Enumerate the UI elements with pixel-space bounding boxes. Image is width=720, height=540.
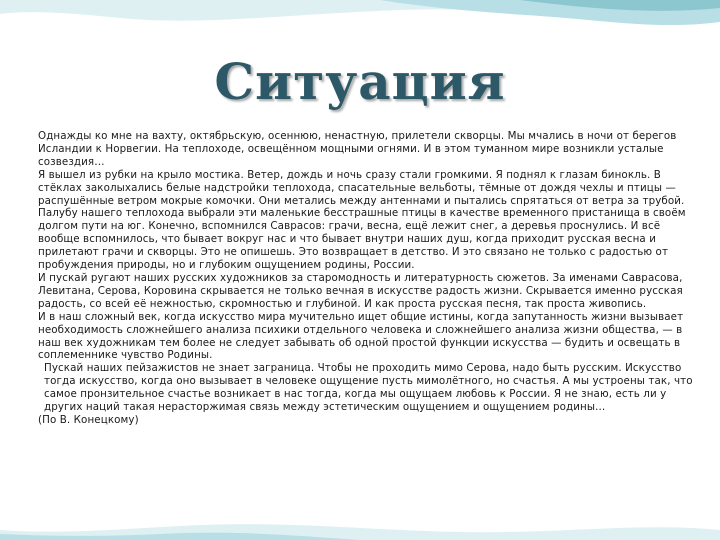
paragraph-5: И в наш сложный век, когда искусство мира мучительно ищет общие истины, когда запутанность жизни вызывает необходимость сложнейшего анализа психики отдельного человека и сложнейшего анализа жизни общества, — в наш век художникам тем более не следует забывать об одной простой функции искусства — будить и освещать в соплеменнике чувство Родины. bbox=[38, 310, 684, 362]
source-attribution: (По В. Конецкому) bbox=[38, 413, 139, 426]
paragraph-4: И пускай ругают наших русских художников за старомодность и литературность сюжетов. За именами Саврасова, Левитана, Серова, Коровина скрывается не только вечная в искусстве радость жизни. Скрывается именно русская радость, со всей её нежностью, скромностью и глубиной. И как проста русская песня, так проста живопись. bbox=[38, 271, 683, 310]
slide-title: Ситуация bbox=[214, 52, 506, 111]
paragraph-3: Палубу нашего теплохода выбрали эти маленькие бесстрашные птицы в качестве временного пристанища в своём долгом пути на юг. Конечно, вспомнился Саврасов: грачи, весна, ещё лежит снег, а деревья проснулись. И всё вообще вспомнилось, что бывает вокруг нас и что бывает внутри наших душ, когда приходит русская весна и прилетают грачи и скворцы. Это не опишешь. Это возвращает в детство. И это связано не только с радостью от пробуждения природы, но и глубоким ощущением родины, России. bbox=[38, 207, 686, 272]
body-text bbox=[38, 130, 696, 427]
bottom-wave-decoration bbox=[0, 500, 720, 540]
paragraph-2: Я вышел из рубки на крыло мостика. Ветер, дождь и ночь сразу стали громкими. Я поднял к глазам бинокль. В стёклах заколыхались белые надстройки теплохода, спасательные вельботы, тёмные от дождя чехлы и птицы — распушённые ветром мокрые комочки. Они метались между антеннами и пытались спрятаться от ветра за трубой. bbox=[38, 168, 685, 207]
paragraph-6: Пускай наших пейзажистов не знает заграница. Чтобы не проходить мимо Серова, надо быть русским. Искусство тогда искусство, когда оно вызывает в человеке ощущение пусть мимолётного, но счастья. А мы устроены так, что самое пронзительное счастье возникает в нас тогда, когда мы ощущаем любовь к России. Я не знаю, есть ли у других наций такая нерасторжимая связь между эстетическим ощущением и ощущением родины… bbox=[44, 362, 693, 414]
top-wave-decoration bbox=[0, 0, 720, 60]
paragraph-1: Однажды ко мне на вахту, октябрьскую, осеннюю, ненастную, прилетели скворцы. Мы мчались в ночи от берегов Исландии к Норвегии. На теплоходе, освещённом мощными огнями. И в этом туманном мире возникли усталые созвездия… bbox=[38, 130, 677, 168]
